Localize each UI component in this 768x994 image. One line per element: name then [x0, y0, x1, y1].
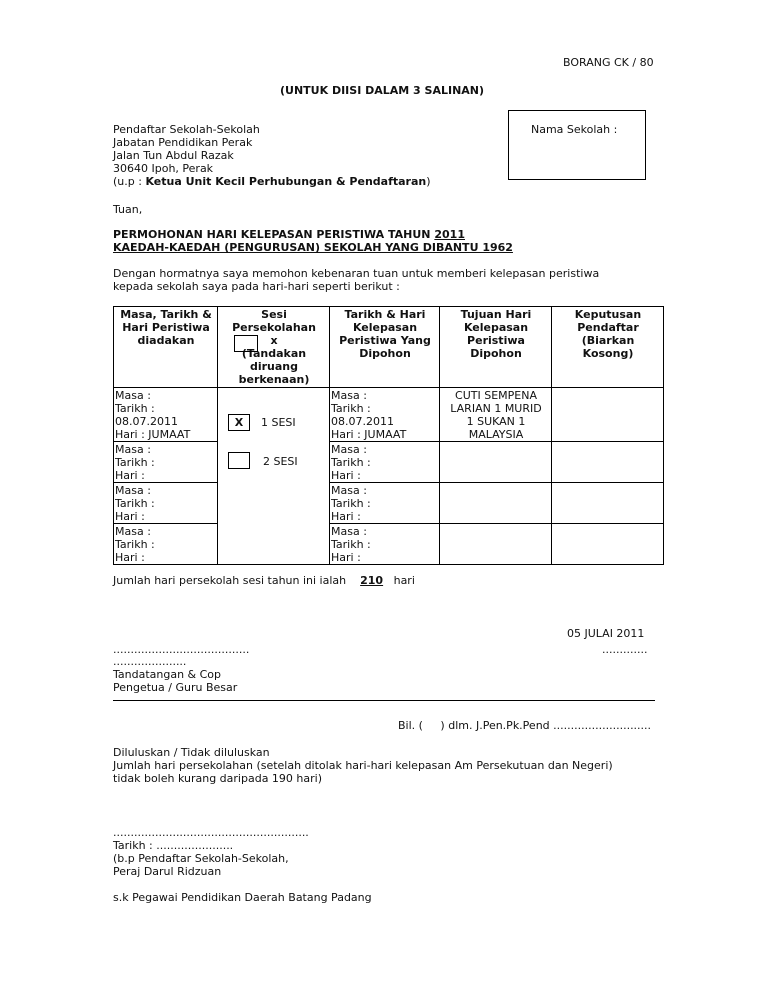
attention-line	[113, 175, 431, 188]
event-cell[interactable]: Masa : Tarikh : Hari :	[114, 442, 218, 483]
signature-role: Pengetua / Guru Besar	[113, 681, 238, 694]
header-decision: Keputusan Pendaftar (Biarkan Kosong)	[552, 307, 664, 388]
holiday-cell[interactable]: Masa : Tarikh : Hari :	[330, 442, 440, 483]
holiday-cell[interactable]: Masa : Tarikh : Hari :	[330, 524, 440, 565]
session-1-label: 1 SESI	[261, 416, 296, 429]
address-line: Pendaftar Sekolah-Sekolah	[113, 123, 260, 136]
reference-line[interactable]: Bil. ( ) dlm. J.Pen.Pk.Pend ............................	[398, 719, 652, 732]
address-block	[113, 123, 431, 188]
approval-status: Diluluskan / Tidak diluluskan	[113, 746, 270, 759]
school-name-box[interactable]	[508, 110, 646, 180]
holiday-cell[interactable]: Masa : Tarikh : 08.07.2011 Hari : JUMAAT	[330, 388, 440, 442]
decision-cell[interactable]	[552, 483, 664, 524]
table-row	[114, 524, 664, 565]
attention-name: Ketua Unit Kecil Perhubungan & Pendaftaran	[145, 175, 427, 188]
subject-line-2: KAEDAH-KAEDAH (PENGURUSAN) SEKOLAH YANG DIBANTU 1962	[113, 241, 513, 254]
holiday-cell[interactable]: Masa : Tarikh : Hari :	[330, 483, 440, 524]
session-cell	[218, 388, 330, 565]
address-line: Jalan Tun Abdul Razak	[113, 149, 234, 162]
signature-dots-2: .....................	[113, 655, 187, 668]
header-checkbox-sample	[234, 335, 258, 352]
intro-line: kepada sekolah saya pada hari-hari seperti berikut :	[113, 280, 400, 293]
signature-dots[interactable]: .......................................	[113, 643, 250, 656]
header-event: Masa, Tarikh & Hari Peristiwa diadakan	[114, 307, 218, 388]
subject-year: 2011	[434, 228, 465, 241]
intro-line: Dengan hormatnya saya memohon kebenaran tuan untuk memberi kelepasan peristiwa	[113, 267, 600, 280]
intro-paragraph	[113, 267, 599, 293]
decision-cell[interactable]	[552, 442, 664, 483]
officer-title: (b.p Pendaftar Sekolah-Sekolah,	[113, 852, 289, 865]
total-days-line	[113, 574, 415, 587]
table-row	[114, 442, 664, 483]
purpose-cell[interactable]	[440, 524, 552, 565]
table-row	[114, 388, 664, 442]
divider	[113, 700, 655, 701]
event-cell[interactable]: Masa : Tarikh : Hari :	[114, 524, 218, 565]
cc-line: s.k Pegawai Pendidikan Daerah Batang Padang	[113, 891, 372, 904]
event-cell[interactable]: Masa : Tarikh : Hari :	[114, 483, 218, 524]
header-holiday: Tarikh & Hari Kelepasan Peristiwa Yang Dipohon	[330, 307, 440, 388]
subject-prefix: PERMOHONAN HARI KELEPASAN PERISTIWA TAHUN	[113, 228, 431, 241]
approval-note: tidak boleh kurang daripada 190 hari)	[113, 772, 322, 785]
signature-title: Tandatangan & Cop	[113, 668, 222, 681]
address-line: 30640 Ipoh, Perak	[113, 162, 214, 175]
approval-block	[113, 746, 613, 785]
subject	[113, 228, 513, 254]
address-line: Jabatan Pendidikan Perak	[113, 136, 253, 149]
header-session: Sesi Persekolahan x (Tandakan diruang berkenaan)	[218, 307, 330, 388]
officer-date[interactable]: Tarikh : ......................	[113, 839, 234, 852]
date-dots[interactable]: .............	[602, 643, 648, 656]
table-header-row	[114, 307, 664, 388]
header-session-mark: x	[270, 334, 278, 347]
copies-note: (UNTUK DIISI DALAM 3 SALINAN)	[280, 84, 485, 97]
attention-suffix: )	[426, 175, 431, 188]
session-1-checkbox[interactable]: X	[228, 414, 250, 431]
letter-date: 05 JULAI 2011	[567, 627, 645, 640]
school-name-label: Nama Sekolah :	[531, 123, 618, 136]
total-days-value[interactable]: 210	[360, 574, 384, 587]
officer-block	[113, 826, 309, 878]
purpose-cell[interactable]: CUTI SEMPENA LARIAN 1 MURID 1 SUKAN 1 MALAYSIA	[440, 388, 552, 442]
total-days-prefix: Jumlah hari persekolah sesi tahun ini ialah	[113, 574, 347, 587]
table-row	[114, 483, 664, 524]
event-cell[interactable]: Masa : Tarikh : 08.07.2011 Hari : JUMAAT	[114, 388, 218, 442]
salutation: Tuan,	[113, 203, 143, 216]
holiday-table	[113, 306, 664, 565]
officer-signature-dots[interactable]: ........................................................	[113, 826, 309, 839]
approval-note: Jumlah hari persekolahan (setelah ditolak hari-hari kelepasan Am Persekutuan dan Negeri)	[113, 759, 613, 772]
header-purpose: Tujuan Hari Kelepasan Peristiwa Dipohon	[440, 307, 552, 388]
decision-cell[interactable]	[552, 388, 664, 442]
session-2-label: 2 SESI	[263, 455, 298, 468]
signature-block	[113, 655, 237, 694]
purpose-cell[interactable]	[440, 442, 552, 483]
officer-state: Peraj Darul Ridzuan	[113, 865, 222, 878]
subject-line-1	[113, 228, 513, 241]
total-days-suffix: hari	[393, 574, 415, 587]
attention-prefix: (u.p :	[113, 175, 142, 188]
purpose-cell[interactable]	[440, 483, 552, 524]
form-code: BORANG CK / 80	[563, 56, 654, 69]
session-2-checkbox[interactable]	[228, 452, 250, 469]
decision-cell[interactable]	[552, 524, 664, 565]
